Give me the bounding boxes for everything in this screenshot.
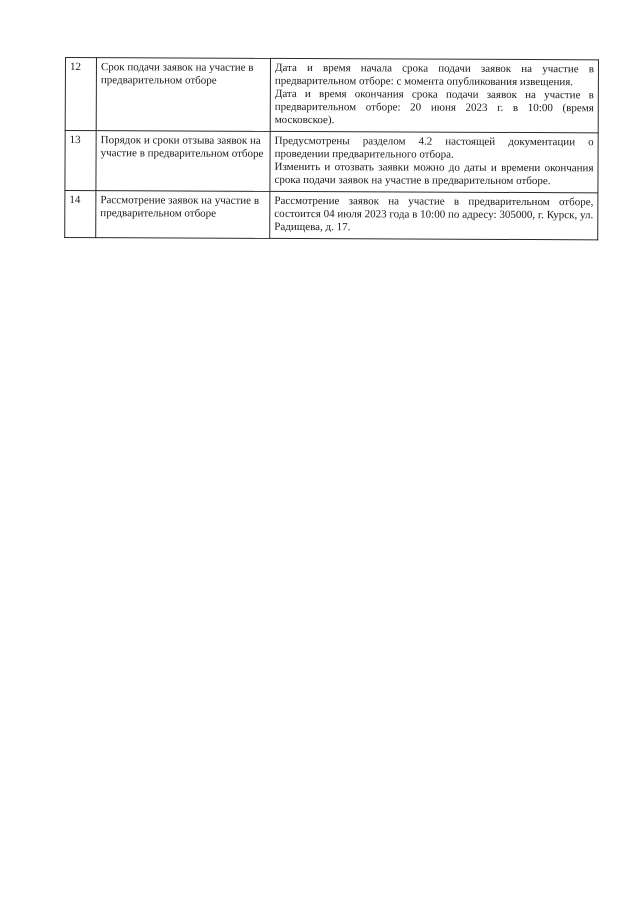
table-row bbox=[65, 131, 598, 193]
row-title: Срок подачи заявок на участие в предварительном отборе bbox=[96, 58, 270, 132]
row-number: 14 bbox=[65, 191, 96, 238]
notice-table bbox=[64, 57, 599, 240]
description-paragraph: Дата и время начала срока подачи заявок на участие в предварительном отборе: с момента опубликования извещения. bbox=[274, 61, 594, 89]
description-paragraph: Предусмотрены разделом 4.2 настоящей документации о проведении предварительного отбора. bbox=[274, 134, 594, 161]
row-description bbox=[270, 191, 598, 239]
row-number: 13 bbox=[65, 131, 96, 191]
row-title: Порядок и сроки отзыва заявок на участие в предварительном отборе bbox=[96, 131, 270, 192]
row-title: Рассмотрение заявок на участие в предварительном отборе bbox=[96, 191, 270, 239]
description-paragraph: Дата и время окончания срока подачи заявок на участие в предварительном отборе: 20 июня 2023 г. в 10:00 (время московское). bbox=[274, 87, 594, 127]
table-row bbox=[65, 58, 598, 133]
table-row bbox=[65, 191, 598, 240]
row-description bbox=[270, 131, 598, 192]
description-paragraph: Рассмотрение заявок на участие в предварительном отборе, состоится 04 июля 2023 года в 10:00 по адресу: 305000, г. Курск, ул. Радищева, д. 17. bbox=[274, 194, 594, 234]
row-number: 12 bbox=[65, 58, 96, 131]
description-paragraph: Изменить и отозвать заявки можно до даты и времени окончания срока подачи заявок на участие в предварительном отборе. bbox=[274, 160, 594, 188]
row-description bbox=[270, 58, 598, 132]
